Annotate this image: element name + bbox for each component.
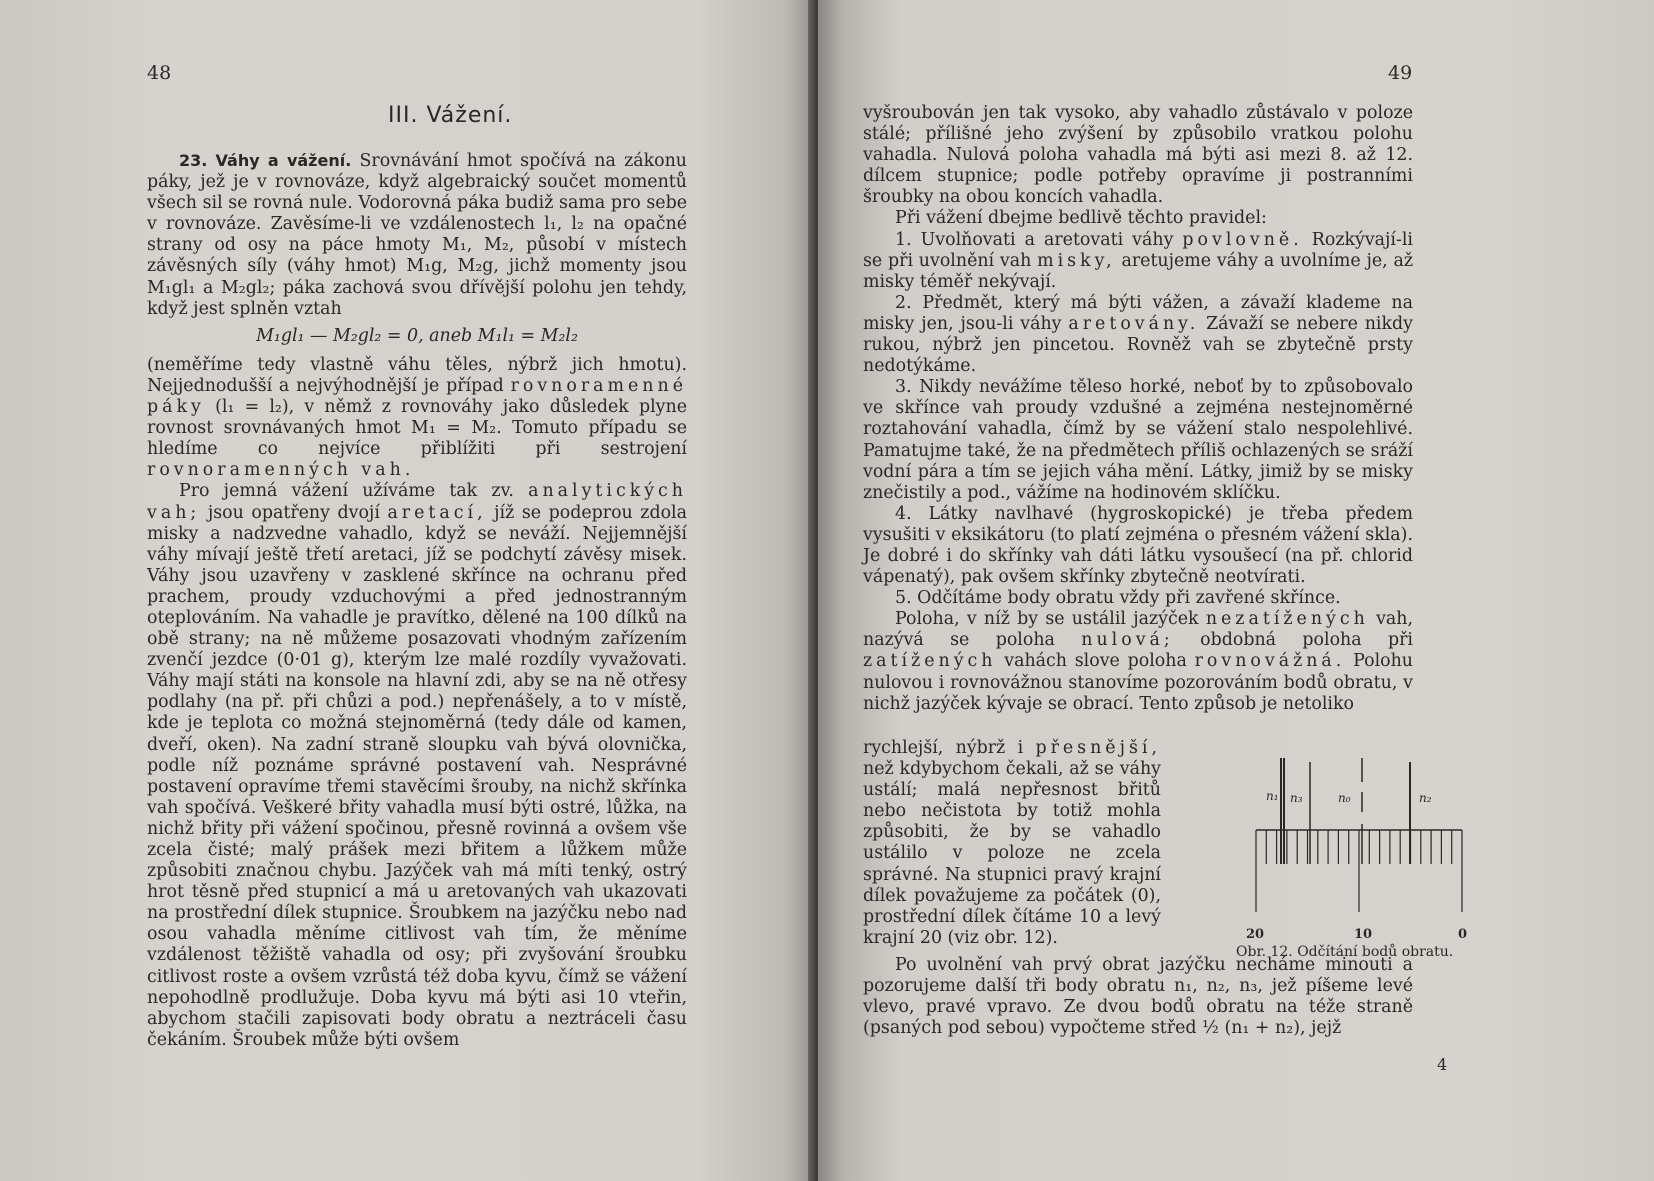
scale-ticks bbox=[1256, 830, 1462, 912]
text-run: obdobná poloha při bbox=[1173, 630, 1413, 651]
text-run: rychlejší, nýbrž i bbox=[863, 738, 1036, 758]
rule-2 bbox=[863, 293, 1413, 377]
spaced-term: zatížených bbox=[863, 651, 997, 672]
right-page bbox=[818, 0, 1654, 1181]
text-run: Rozkývají-li se při uvolnění vah bbox=[863, 229, 1413, 271]
spaced-term: rovnoramenné páky bbox=[147, 375, 687, 418]
spaced-term: přesnější, bbox=[1035, 738, 1161, 758]
text-run: aretujeme váhy a uvolníme je, až misky téměř nekývají. bbox=[863, 250, 1413, 292]
section-number: 23. bbox=[179, 151, 208, 170]
label-n1: n₁ bbox=[1266, 789, 1279, 803]
label-n0: n₀ bbox=[1338, 791, 1351, 805]
spaced-term: analytických vah; bbox=[147, 481, 687, 523]
page-number: 48 bbox=[147, 62, 172, 84]
left-body bbox=[147, 150, 687, 1051]
label-n2: n₂ bbox=[1419, 791, 1432, 805]
text-run: Závaží se nebere nikdy rukou, nýbrž jen pincetou. Rovněž vah se zbytečně prsty nedotýkáme. bbox=[863, 313, 1413, 377]
figure-caption: Obr. 12. Odčítání bodů obratu. bbox=[1236, 944, 1454, 960]
paragraph bbox=[147, 481, 687, 1051]
spaced-term: aretací, bbox=[387, 502, 487, 523]
paragraph bbox=[863, 738, 1161, 949]
spaced-term: aretovány. bbox=[1068, 313, 1200, 334]
tick-label-20: 20 bbox=[1246, 927, 1265, 942]
spaced-term: nezatížených bbox=[1205, 609, 1369, 630]
text-run: než kdybychom čekali, až se váhy ustálí; malá nepřesnost břitů nebo nečistota by totiž mohla způsobiti, že by se vahadlo ustálilo v poloze ne zcela správné. Na stupnici pravý krajní dílek považujeme za počátek (0), prostřední dílek čítáme 10 a levý krajní 20 (viz obr. 12). bbox=[863, 759, 1161, 948]
text-run: Poloha, v níž by se ustálil jazýček bbox=[895, 609, 1206, 630]
text-run: 1. Uvolňovati a aretovati váhy bbox=[895, 229, 1183, 250]
paragraph: Po uvolnění vah prvý obrat jazýčku necháme minouti a pozorujeme další tři body obratu n₁, n₂, n₃, jež píšeme levé vlevo, pravé vpravo. Ze dvou bodů obratu na téže straně (psaných pod sebou) vypočteme střed ½ (n₁ + n₂), jejž bbox=[863, 955, 1413, 1039]
rule-1 bbox=[863, 230, 1413, 293]
paragraph bbox=[147, 355, 687, 482]
left-page bbox=[0, 0, 818, 1181]
page-number: 49 bbox=[1388, 62, 1413, 84]
paragraph: vyšroubován jen tak vysoko, aby vahadlo zůstávalo v poloze stálé; přílišné jeho zvýšení by způsobilo vratkou polohu vahadla. Nulová poloha vahadla má býti asi mezi 8. až 12. dílcem stupnice; podle potřeby opravíme ji postranními šroubky na obou koncích vahadla. bbox=[863, 103, 1413, 208]
right-body-top bbox=[863, 103, 1413, 715]
scale-figure bbox=[1226, 752, 1496, 962]
section-title: Váhy a vážení. bbox=[215, 151, 352, 170]
text-run: Pro jemná vážení užíváme tak zv. bbox=[179, 481, 529, 502]
text-run: (l₁ = l₂), v němž z rovnováhy jako důsledek plyne rovnost srovnávaných hmot M₁ = M₂. Tomuto případu se hledíme co nejvíce přiblížiti při sestrojení bbox=[147, 397, 687, 460]
rule-4: 4. Látky navlhavé (hygroskopické) je třeba předem vysušiti v eksikátoru (to platí zejména o přesném vážení skla). Je dobré i do skřínky vah dáti látku vysoušecí (na př. chlorid vápenatý), pak ovšem skřínky zbytečně neotvírati. bbox=[863, 503, 1413, 588]
tick-label-0: 0 bbox=[1458, 927, 1468, 942]
text-run: (neměříme tedy vlastně váhu těles, nýbrž jich hmotu). Nejjednodušší a nejvýhodnější je případ bbox=[147, 354, 687, 396]
paragraph: Při vážení dbejme bedlivě těchto pravidel: bbox=[895, 208, 1267, 229]
text-run: 2. Předmět, který má býti vážen, a závaží klademe na misky jen, jsou-li váhy bbox=[863, 292, 1413, 334]
spaced-term: nulová; bbox=[1081, 630, 1174, 651]
signature-number: 4 bbox=[1437, 1055, 1448, 1074]
chapter-title: III. Vážení. bbox=[388, 103, 513, 128]
rule-3: 3. Nikdy nevážíme těleso horké, neboť by to způsobovalo ve skřínce vah proudy vzdušné a zejména nestejnoměrné roztahování vahadla, čímž by se vážení stalo nespolehlivé. Pamatujme také, že na předmětech příliš ochlazených se sráží vodní pára a tím se jejich váha mění. Látky, jimiž by se misky znečistily a pod., vážíme na hodinovém sklíčku. bbox=[863, 377, 1413, 503]
spaced-term: povlovně. bbox=[1182, 229, 1303, 250]
label-n3: n₃ bbox=[1290, 791, 1303, 805]
right-body-bottom bbox=[863, 955, 1413, 1039]
paragraph bbox=[863, 609, 1413, 714]
text-run: vahách slove poloha bbox=[996, 651, 1195, 672]
text-run: jsou opatřeny dvojí bbox=[200, 502, 388, 523]
text-run: Polohu nulovou i rovnovážnou stanovíme pozorováním bodů obratu, v nichž jazýček kývaje se obrací. Tento způsob je netoliko bbox=[863, 651, 1413, 714]
text-run: jíž se podeprou zdola misky a nadzvedne vahadlo, když se neváží. Nejjemnější váhy mívají ještě třetí aretaci, jíž se podchytí závěsy misek. Váhy jsou uzavřeny v zasklené skřínce na ochranu před prachem, proudy vzduchovými a před jednostranným oteplováním. Na vahadle je pravítko, dělené na 100 dílků na obě strany; na ně můžeme posazovati vhodným zařízením zvenčí jezdce (0·01 g), kterým lze malé rozdíly vyvažovati. Váhy mají státi na konsole na hlavní zdi, aby se na ně otřesy podlahy (na př. při chůzi a pod.) nepřenášely, a to v místě, kde je teplota co možná stejnoměrná (tedy dále od kamen, dveří, oken). Na zadní straně sloupku vah bývá olovnička, podle níž poznáme správné postavení vah. Nesprávné postavení opravíme třemi stavěcími šrouby, na nichž skřínka vah spočívá. Veškeré břity vahadla musí býti ostré, lůžka, na nichž břity při vážení spočinou, přesně rovinná a ovšem vše zcela čisté; malý prášek mezi břitem a lůžkem může způsobiti značnou chybu. Jazýček vah má míti tenký, ostrý hrot těsně před stupnicí a má u aretovaných vah ukazovati na prostřední dílek stupnice. Šroubkem na jazýčku nebo nad osou vahadla měníme citlivost vah tím, že měníme vzdálenost těžiště vahadla od osy; při zvyšování šroubku citlivost roste a ovšem vzrůstá též doba kyvu, čímž se vážení nepohodlně prodlužuje. Doba kyvu má býti asi 10 vteřin, abychom stačili zapisovati body obratu a neztráceli času čekáním. Šroubek může býti ovšem bbox=[147, 502, 687, 1050]
rule-5: 5. Odčítáme body obratu vždy při zavřené skřínce. bbox=[895, 588, 1341, 609]
right-body-narrow bbox=[863, 738, 1161, 949]
text-run: vah, nazývá se poloha bbox=[863, 609, 1413, 651]
tick-label-10: 10 bbox=[1354, 927, 1373, 942]
paragraph-text: Srovnávání hmot spočívá na zákonu páky, jež je v rovnováze, když algebraický součet momentů všech sil se rovná nule. Vodorovná páka budiž sama pro sebe v rovnováze. Zavěsíme-li ve vzdálenostech l₁, l₂ na opačné strany od osy na páce hmoty M₁, M₂, působí v místech závěsných síly (váhy hmot) M₁g, M₂g, jichž momenty jsou M₁gl₁ a M₂gl₂; páka zachová svou dřívější polohu jen tehdy, když jest splněn vztah bbox=[147, 151, 688, 319]
formula: M₁gl₁ — M₂gl₂ = 0, aneb M₁l₁ = M₂l₂ bbox=[256, 325, 578, 346]
paragraph bbox=[147, 150, 687, 320]
spaced-term: misky, bbox=[1037, 250, 1116, 271]
spaced-term: rovnovážná. bbox=[1194, 651, 1346, 672]
spaced-term: rovnoramenných vah. bbox=[147, 460, 415, 481]
